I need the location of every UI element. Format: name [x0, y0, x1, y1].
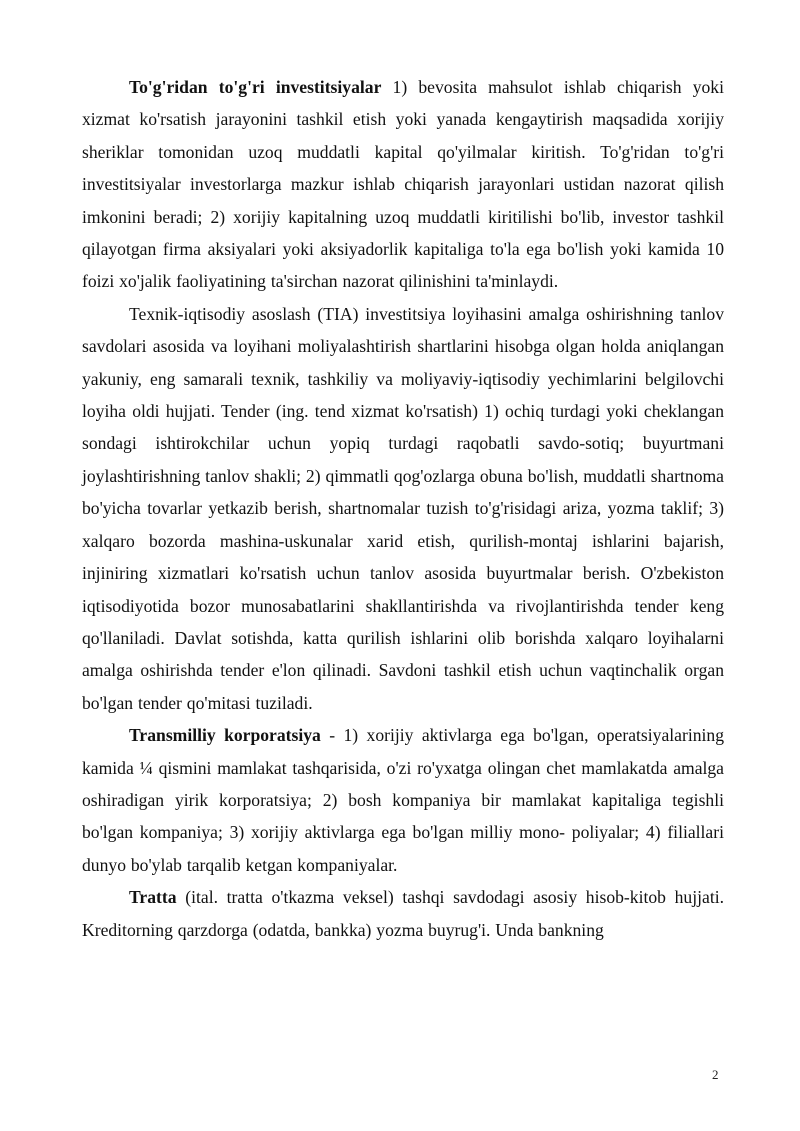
term-transnational-corporation: Transmilliy korporatsiya [129, 725, 321, 746]
paragraph-text: Texnik-iqtisodiy asoslash (TIA) investitsiya loyihasini amalga oshirishning tanlov savdolari asosida va loyihani moliyalashtirish shartlarini hisobga olgan holda aniqlangan yakuniy, eng samarali texnik, tashkiliy va moliyaviy-iqtisodiy yechimlarini belgilovchi loyiha oldi hujjati. Tender (ing. tend xizmat ko'rsatish) 1) ochiq turdagi yoki cheklangan sondagi ishtirokchilar uchun yopiq turdagi raqobatli savdo-sotiq; buyurtmani joylashtirishning tanlov shakli; 2) qimmatli qog'ozlarga obuna bo'lish, muddatli shartnoma bo'yicha tovarlar yetkazib berish, shartnomalar tuzish to'g'risidagi ariza, yozma taklif; 3) xalqaro bozorda mashina-uskunalar xarid etish, qurilish-montaj ishlarini bajarish, injiniring xizmatlari ko'rsatish uchun tanlov asosida buyurtmalar berish. O'zbekiston iqtisodiyotida bozor munosabatlarini shakllantirishda va rivojlantirishda tender keng qo'llaniladi. Davlat sotishda, katta qurilish ishlarini olib borishda xalqaro loyihalarni amalga oshirishda tender e'lon qilinadi. Savdoni tashkil etish uchun vaqtinchalik organ bo'lgan tender qo'mitasi tuziladi. [82, 303, 724, 713]
paragraph-text: - 1) xorijiy aktivlarga ega bo'lgan, operatsiyalarining kamida ¼ qismini mamlakat tashqarisida, o'zi ro'yxatga olingan chet mamlakatda amalga oshiradigan yirik korporatsiya; 2) bosh kompaniya bir mamlakat kapitaliga tegishli bo'lgan kompaniya; 3) xorijiy aktivlarga ega bo'lgan milliy mono- poliyalar; 4) filiallari dunyo bo'ylab tarqalib ketgan kompaniyalar. [82, 725, 724, 875]
document-page [82, 71, 724, 946]
term-tratta: Tratta [129, 887, 177, 908]
paragraph-feasibility-study [82, 298, 724, 719]
paragraph-text: (ital. tratta o'tkazma veksel) tashqi savdodagi asosiy hisob-kitob hujjati. Kreditorning qarzdorga (odatda, bankka) yozma buyrug'i. Unda bankning [82, 887, 724, 940]
paragraph-transnational-corporation [82, 719, 724, 881]
paragraph-direct-investments [82, 71, 724, 298]
paragraph-tratta [82, 881, 724, 946]
term-direct-investments: To'g'ridan to'g'ri investitsiyalar [129, 77, 382, 97]
page-number: 2 [712, 1067, 719, 1082]
paragraph-text: 1) bevosita mahsulot ishlab chiqarish yoki xizmat ko'rsatish jarayonini tashkil etish yoki yanada kengaytirish maqsadida xorijiy sheriklar tomonidan uzoq muddatli kapital qo'yilmalar kiritish. To'g'ridan to'g'ri investitsiyalar investorlarga mazkur ishlab chiqarish jarayonlari ustidan nazorat qilish imkonini beradi; 2) xorijiy kapitalning uzoq muddatli kiritilishi bo'lib, investor tashkil qilayotgan firma aksiyalari yoki aksiyadorlik kapitaliga to'la ega bo'lish yoki kamida 10 foizi xo'jalik faoliyatining ta'sirchan nazorat qilinishini ta'minlaydi. [82, 77, 724, 292]
